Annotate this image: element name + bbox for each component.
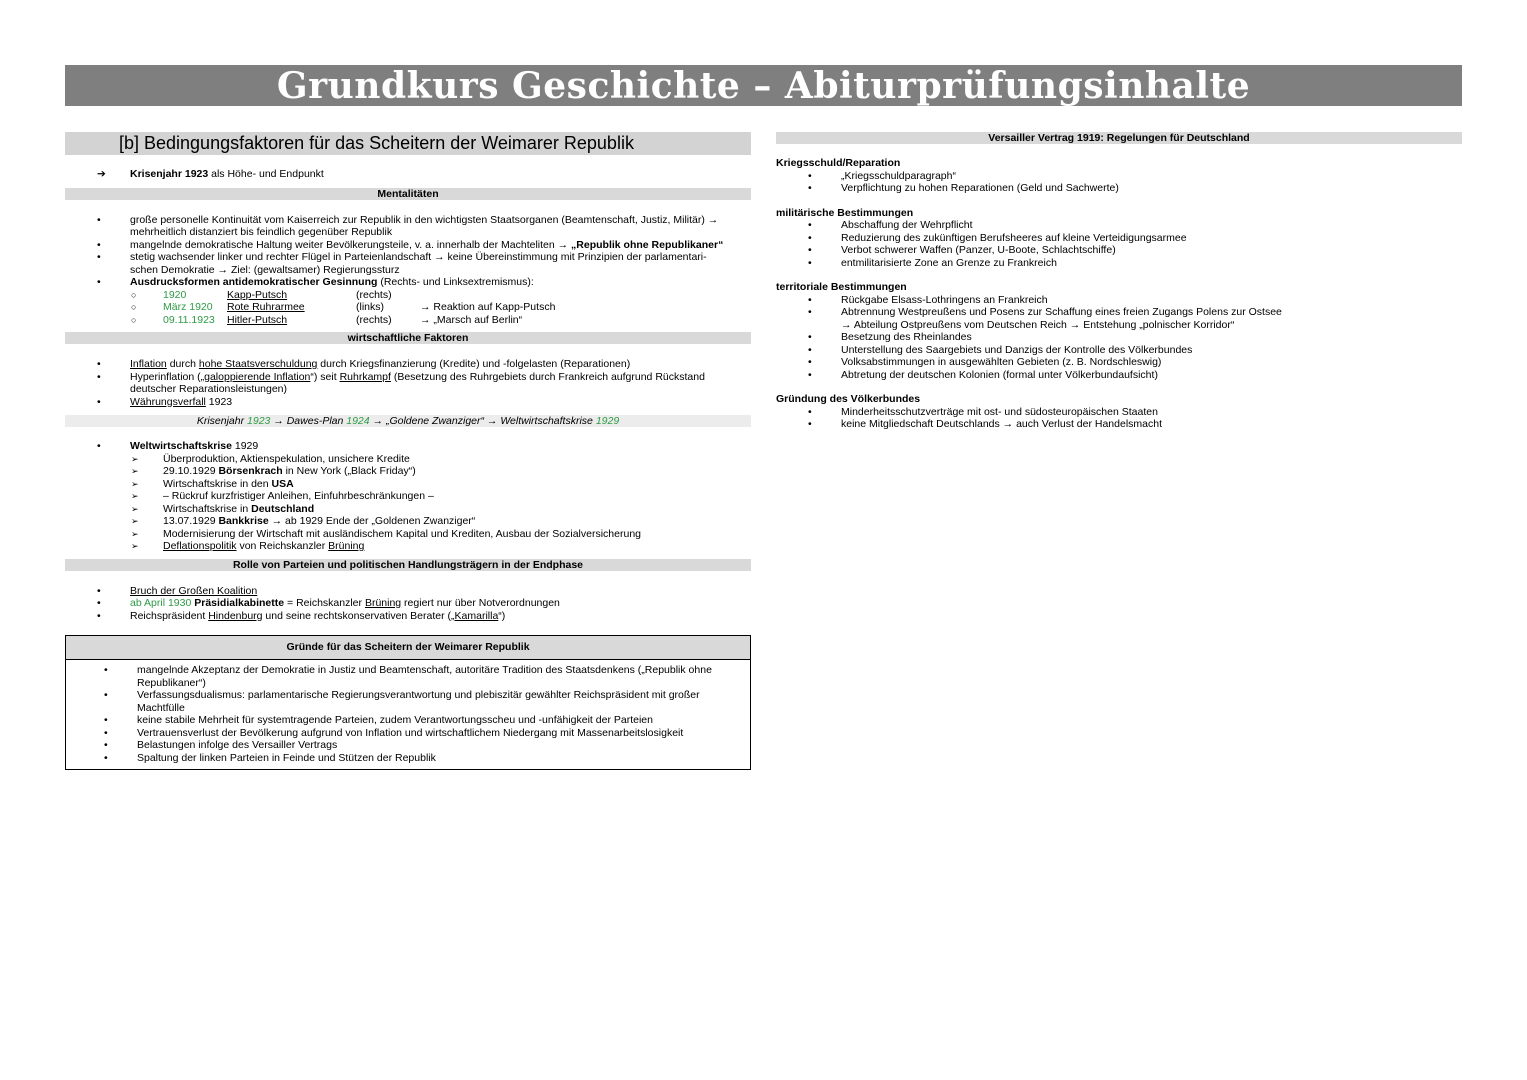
subsection-bar-parteien: Rolle von Parteien und politischen Handlungsträgern in der Endphase (65, 559, 751, 571)
bullet-icon: • (97, 358, 101, 370)
bullet-icon: • (808, 182, 812, 194)
chevron-marker-icon: ➢ (131, 478, 139, 489)
list-item: ➢ 29.10.1929 Börsenkrach in New York („Black Friday“) (131, 465, 416, 477)
list-item: • Unterstellung des Saargebiets und Danzigs der Kontrolle des Völkerbundes (808, 343, 1193, 356)
list-item: ➢ Überproduktion, Aktienspekulation, unsichere Kredite (131, 452, 410, 465)
versailles-title: Versailler Vertrag 1919: Regelungen für Deutschland (776, 132, 1462, 144)
list-item: • Hyperinflation („galoppierende Inflation“) seit Ruhrkampf (Besetzung des Ruhrgebiets durch Frankreich aufgrund Rückstand deutscher Reparationsleistungen) (97, 370, 705, 395)
list-item: • Vertrauensverlust der Bevölkerung aufgrund von Inflation und wirtschaftlichem Niedergang mit Massenarbeitslosigkeit (104, 726, 684, 739)
list-item: • Spaltung der linken Parteien in Feinde und Stützen der Republik (104, 751, 436, 764)
table-row: ○ 1920 Kapp-Putsch (rechts) (131, 288, 392, 301)
list-item: • Abtretung der deutschen Kolonien (formal unter Völkerbundaufsicht) (808, 368, 1158, 381)
intro-line: ➔ Krisenjahr 1923 als Höhe- und Endpunkt (97, 168, 324, 180)
bullet-icon: • (104, 739, 108, 751)
bullet-icon: • (808, 405, 812, 418)
timeline-bar: Krisenjahr 1923 → Dawes-Plan 1924 → „Goldene Zwanziger“ → Weltwirtschaftskrise 1929 (65, 415, 751, 427)
putsch-table (65, 289, 751, 327)
wwk-list (65, 440, 751, 453)
arrow-marker-icon: ➔ (97, 168, 106, 180)
bullet-icon: • (808, 368, 812, 381)
list-item: • Volksabstimmungen in ausgewählten Gebieten (z. B. Nordschleswig) (808, 356, 1162, 368)
parteien-list (65, 585, 751, 623)
bullet-icon: • (97, 370, 101, 383)
gruende-box (65, 635, 751, 770)
list-item: • Abtrennung Westpreußens und Posens zur Schaffung eines freien Zugangs Polens zur Ostsee (808, 306, 1282, 318)
chevron-marker-icon: ➢ (131, 528, 139, 539)
bullet-icon: • (97, 251, 101, 263)
list-item: • Verfassungsdualismus: parlamentarische Regierungsverantwortung und plebiszitär gewählter Reichspräsident mit großer Machtfülle (104, 689, 700, 714)
list-item: • ab April 1930 Präsidialkabinette = Reichskanzler Brüning regiert nur über Notverordnungen (97, 597, 560, 609)
chevron-marker-icon: ➢ (131, 516, 139, 526)
gruende-list (66, 660, 750, 769)
bullet-icon: • (808, 256, 812, 269)
group-heading: militärische Bestimmungen (776, 206, 914, 219)
chevron-marker-icon: ➢ (131, 466, 139, 476)
list-item: ➢ 13.07.1929 Bankkrise → ab 1929 Ende der „Goldenen Zwanziger“ (131, 515, 476, 527)
bullet-icon: • (104, 664, 108, 676)
list-item: ➢ Modernisierung der Wirtschaft mit ausländischem Kapital und Krediten, Ausbau der Sozialversicherung (131, 527, 641, 540)
list-item: ➢ Deflationspolitik von Reichskanzler Brüning (131, 540, 365, 552)
bullet-icon: • (808, 356, 812, 368)
mentalitaeten-list (65, 214, 751, 289)
bullet-icon: • (808, 231, 812, 244)
group-heading: territoriale Bestimmungen (776, 281, 907, 293)
list-item: • Minderheitsschutzverträge mit ost- und südosteuropäischen Staaten (808, 405, 1158, 418)
wwk-sublist (65, 453, 751, 553)
versailles-group-territorial (776, 281, 1462, 381)
list-item: • Verpflichtung zu hohen Reparationen (Geld und Sachwerte) (808, 182, 1119, 194)
list-item: • stetig wachsender linker und rechter Flügel in Parteienlandschaft → keine Übereinstimmung mit Prinzipien der parlamentari-schen Demokratie → Ziel: (gewaltsamer) Regierungssturz (97, 251, 707, 276)
bullet-icon: • (808, 293, 812, 306)
subsection-bar-wirtschaft: wirtschaftliche Faktoren (65, 332, 751, 344)
list-item: • Reichspräsident Hindenburg und seine rechtskonservativen Berater („Kamarilla“) (97, 609, 506, 622)
group-heading: Gründung des Völkerbundes (776, 393, 921, 405)
bullet-icon: • (808, 331, 812, 343)
table-row: ○ 09.11.1923 Hitler-Putsch (rechts) → „Marsch auf Berlin“ (131, 313, 523, 326)
bullet-icon: • (97, 238, 101, 251)
bullet-icon: • (97, 609, 101, 622)
bullet-icon: • (97, 440, 101, 452)
korridor-line: → Abteilung Ostpreußens vom Deutschen Reich → Entstehung „polnischer Korridor“ (841, 318, 1235, 331)
bullet-icon: • (97, 395, 101, 408)
list-item: • große personelle Kontinuität vom Kaiserreich zur Republik in den wichtigsten Staatsorganen (Beamtenschaft, Justiz, Militär) → mehrheitlich distanziert bis feindlich gegenüber Republik (97, 213, 719, 238)
bullet-icon: • (808, 169, 812, 182)
list-item: • Währungsverfall 1923 (97, 395, 233, 408)
list-item: • Inflation durch hohe Staatsverschuldung durch Kriegsfinanzierung (Kredite) und -folgelasten (Reparationen) (97, 358, 631, 370)
section-title: [b] Bedingungsfaktoren für das Scheitern der Weimarer Republik (65, 132, 751, 155)
bullet-icon: • (104, 751, 108, 764)
chevron-marker-icon: ➢ (131, 503, 139, 514)
bullet-icon: • (97, 213, 101, 226)
circle-marker-icon: ○ (131, 289, 137, 300)
bullet-icon: • (808, 343, 812, 356)
gruende-title: Gründe für das Scheitern der Weimarer Republik (66, 636, 750, 660)
versailles-group-militaer (776, 207, 1462, 270)
versailles-group-kriegsschuld (776, 157, 1462, 195)
list-item: • Verbot schwerer Waffen (Panzer, U-Boote, Schlachtschiffe) (808, 244, 1116, 256)
bullet-icon: • (97, 597, 101, 609)
bullet-icon: • (97, 584, 101, 597)
bullet-icon: • (808, 219, 812, 231)
table-row: ○ März 1920 Rote Ruhrarmee (links) → Reaktion auf Kapp-Putsch (131, 301, 556, 313)
list-item: • Rückgabe Elsass-Lothringens an Frankreich (808, 293, 1048, 306)
page-banner (65, 65, 1462, 106)
subsection-bar-mentalitaeten: Mentalitäten (65, 188, 751, 200)
bullet-icon: • (104, 714, 108, 726)
list-item: • „Kriegsschuldparagraph“ (808, 169, 956, 182)
bullet-icon: • (104, 726, 108, 739)
list-item: • keine stabile Mehrheit für systemtragende Parteien, zudem Verantwortungsscheu und -unfähigkeit der Parteien (104, 714, 653, 726)
page-title: Grundkurs Geschichte – Abiturprüfungsinhalte (276, 64, 1251, 107)
list-item: • mangelnde Akzeptanz der Demokratie in Justiz und Beamtenschaft, autoritäre Tradition des Staatsdenkens („Republik ohne Republikaner“) (104, 664, 712, 689)
list-item: • mangelnde demokratische Haltung weiter Bevölkerungsteile, v. a. innerhalb der Machteliten → „Republik ohne Republikaner“ (97, 238, 724, 251)
bullet-icon: • (808, 418, 812, 430)
bullet-icon: • (97, 276, 101, 288)
versailles-group-voelkerbund (776, 393, 1462, 431)
list-item: • Bruch der Großen Koalition (97, 584, 258, 597)
wirtschaft-list (65, 358, 751, 408)
list-item: • Besetzung des Rheinlandes (808, 331, 972, 343)
right-column (776, 132, 1462, 431)
bullet-icon: • (104, 689, 108, 701)
list-item: • Belastungen infolge des Versailler Vertrags (104, 739, 338, 751)
circle-marker-icon: ○ (131, 314, 137, 325)
list-item: • entmilitarisierte Zone an Grenze zu Frankreich (808, 256, 1057, 269)
list-item: • Ausdrucksformen antidemokratischer Gesinnung (Rechts- und Linksextremismus): (97, 276, 534, 288)
list-item: ➢ Wirtschaftskrise in Deutschland (131, 502, 315, 515)
list-item: ➢ – Rückruf kurzfristiger Anleihen, Einfuhrbeschränkungen – (131, 490, 434, 502)
bullet-icon: • (808, 306, 812, 318)
list-item: • Reduzierung des zukünftigen Berufsheeres auf kleine Verteidigungsarmee (808, 231, 1187, 244)
list-item: • Abschaffung der Wehrpflicht (808, 219, 973, 231)
bullet-icon: • (808, 244, 812, 256)
circle-marker-icon: ○ (131, 302, 137, 312)
list-item: • Weltwirtschaftskrise 1929 (97, 440, 259, 452)
list-item: ➢ Wirtschaftskrise in den USA (131, 477, 294, 490)
group-heading: Kriegsschuld/Reparation (776, 157, 901, 169)
chevron-marker-icon: ➢ (131, 541, 139, 551)
chevron-marker-icon: ➢ (131, 491, 139, 501)
left-column (65, 132, 751, 770)
list-item: • keine Mitgliedschaft Deutschlands → auch Verlust der Handelsmacht (808, 418, 1162, 430)
chevron-marker-icon: ➢ (131, 453, 139, 464)
